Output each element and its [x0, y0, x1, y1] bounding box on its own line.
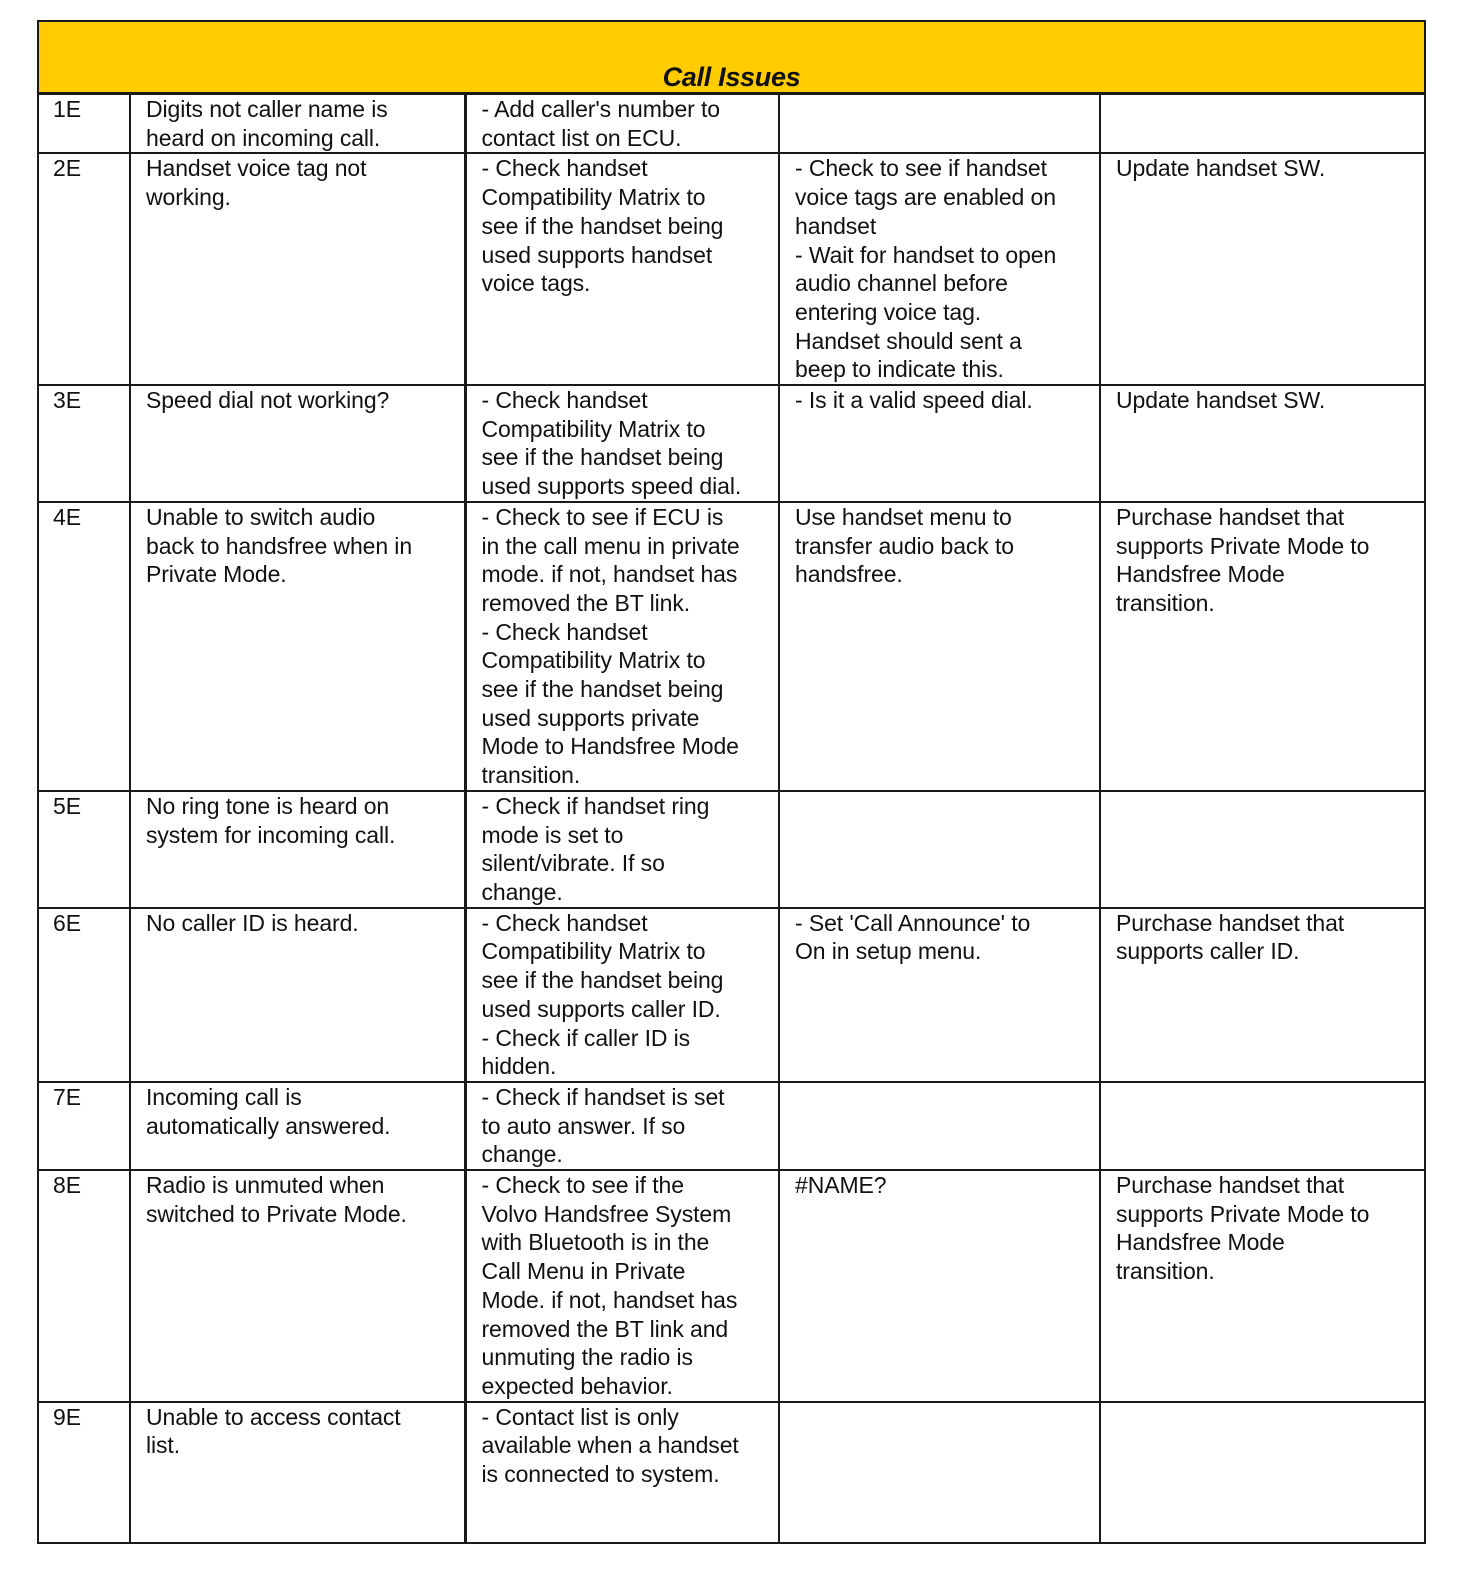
problem-text: No caller ID is heard.: [146, 909, 359, 936]
issue-code-cell: [38, 94, 130, 154]
issue-code-text: 7E: [53, 1083, 82, 1110]
remedy-text: Update handset SW.: [1116, 155, 1326, 182]
check-step-cell: [465, 385, 779, 502]
remedy-text: Purchase handset that supports caller ID.: [1116, 909, 1345, 965]
table-row: [38, 153, 1425, 385]
action-step-cell: [779, 385, 1100, 502]
table-row: [38, 94, 1425, 154]
problem-cell: [130, 502, 465, 791]
check-step-text: - Contact list is only available when a handset is connected to system.: [481, 1403, 739, 1488]
remedy-cell: [1100, 1402, 1425, 1543]
check-step-cell: [465, 153, 779, 385]
action-step-text: - Check to see if handset voice tags are enabled on handset - Wait for handset to open audio channel before entering voice tag. Handset should sent a beep to indicate this.: [795, 155, 1057, 383]
issue-code-text: 8E: [53, 1172, 82, 1199]
problem-text: Unable to switch audio back to handsfree when in Private Mode.: [146, 503, 413, 588]
check-step-text: - Check if handset is set to auto answer. If so change.: [481, 1083, 725, 1168]
issue-code-text: 1E: [53, 96, 82, 122]
table-row: [38, 385, 1425, 502]
action-step-cell: [779, 502, 1100, 791]
check-step-cell: [465, 94, 779, 154]
problem-cell: [130, 1402, 465, 1543]
issue-code-cell: [38, 791, 130, 908]
action-step-cell: [779, 94, 1100, 154]
action-step-text: Use handset menu to transfer audio back to handsfree.: [795, 503, 1014, 588]
action-step-text: #NAME?: [795, 1172, 887, 1199]
table-row: [38, 791, 1425, 908]
call-issues-table: [37, 20, 1426, 1544]
table-row: [38, 1402, 1425, 1543]
remedy-cell: [1100, 791, 1425, 908]
issue-code-cell: [38, 153, 130, 385]
title-row: [38, 21, 1425, 94]
check-step-text: - Check to see if the Volvo Handsfree System with Bluetooth is in the Call Menu in Private Mode. if not, handset has removed the BT link and unmuting the radio is expected behavior.: [481, 1172, 738, 1399]
remedy-text: Purchase handset that supports Private Mode to Handsfree Mode transition.: [1116, 1172, 1370, 1285]
remedy-cell: [1100, 94, 1425, 154]
table-row: [38, 1170, 1425, 1402]
table-body: [38, 94, 1425, 1543]
remedy-cell: [1100, 1170, 1425, 1402]
problem-text: Incoming call is automatically answered.: [146, 1083, 391, 1139]
problem-text: Speed dial not working?: [146, 387, 390, 414]
action-step-cell: [779, 1402, 1100, 1543]
table-row: [38, 908, 1425, 1082]
table-title-cell: [38, 21, 1425, 94]
issue-code-cell: [38, 908, 130, 1082]
check-step-text: - Check to see if ECU is in the call menu in private mode. if not, handset has removed the BT link. - Check handset Compatibility Matrix to see if the handset being used supports private Mode to Handsfree Mode transition.: [481, 503, 740, 789]
issue-code-text: 4E: [53, 503, 82, 530]
problem-text: Unable to access contact list.: [146, 1403, 401, 1459]
issue-code-cell: [38, 502, 130, 791]
check-step-cell: [465, 791, 779, 908]
issue-code-cell: [38, 385, 130, 502]
issue-code-text: 3E: [53, 387, 82, 414]
action-step-text: - Is it a valid speed dial.: [795, 387, 1033, 414]
table-title: Call Issues: [662, 62, 801, 92]
problem-cell: [130, 1082, 465, 1170]
problem-cell: [130, 94, 465, 154]
problem-cell: [130, 153, 465, 385]
problem-cell: [130, 385, 465, 502]
problem-cell: [130, 791, 465, 908]
check-step-cell: [465, 908, 779, 1082]
issue-code-cell: [38, 1402, 130, 1543]
action-step-text: - Set 'Call Announce' to On in setup menu.: [795, 909, 1031, 965]
problem-cell: [130, 908, 465, 1082]
problem-text: Handset voice tag not working.: [146, 155, 367, 211]
action-step-cell: [779, 153, 1100, 385]
check-step-text: - Check handset Compatibility Matrix to see if the handset being used supports caller ID. - Check if caller ID is hidden.: [481, 909, 724, 1080]
check-step-cell: [465, 502, 779, 791]
action-step-cell: [779, 1170, 1100, 1402]
problem-cell: [130, 1170, 465, 1402]
action-step-cell: [779, 791, 1100, 908]
remedy-text: Update handset SW.: [1116, 387, 1326, 414]
issue-code-cell: [38, 1082, 130, 1170]
remedy-cell: [1100, 502, 1425, 791]
issue-code-text: 5E: [53, 792, 82, 819]
table-row: [38, 1082, 1425, 1170]
table-row: [38, 502, 1425, 791]
check-step-text: - Check if handset ring mode is set to silent/vibrate. If so change.: [481, 792, 710, 905]
remedy-cell: [1100, 1082, 1425, 1170]
issue-code-text: 9E: [53, 1403, 82, 1430]
remedy-cell: [1100, 908, 1425, 1082]
check-step-cell: [465, 1082, 779, 1170]
problem-text: Radio is unmuted when switched to Private Mode.: [146, 1172, 407, 1227]
issue-code-cell: [38, 1170, 130, 1402]
issue-code-text: 6E: [53, 909, 82, 936]
check-step-text: - Check handset Compatibility Matrix to see if the handset being used supports handset voice tags.: [481, 155, 724, 297]
check-step-text: - Add caller's number to contact list on ECU.: [481, 96, 720, 151]
remedy-cell: [1100, 153, 1425, 385]
problem-text: No ring tone is heard on system for incoming call.: [146, 792, 396, 848]
check-step-text: - Check handset Compatibility Matrix to see if the handset being used supports speed dial.: [481, 387, 742, 500]
action-step-cell: [779, 1082, 1100, 1170]
check-step-cell: [465, 1402, 779, 1543]
action-step-cell: [779, 908, 1100, 1082]
check-step-cell: [465, 1170, 779, 1402]
remedy-text: Purchase handset that supports Private Mode to Handsfree Mode transition.: [1116, 503, 1370, 616]
remedy-cell: [1100, 385, 1425, 502]
issue-code-text: 2E: [53, 155, 82, 182]
problem-text: Digits not caller name is heard on incoming call.: [146, 96, 388, 151]
